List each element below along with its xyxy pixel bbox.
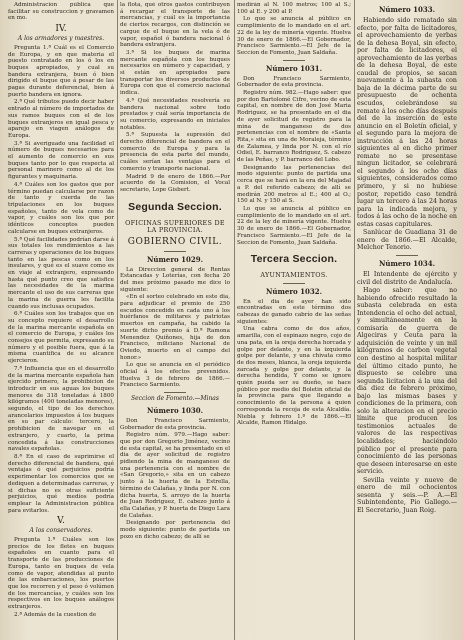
notice-number: Número 1033. [378,5,436,14]
column-rule [354,0,355,640]
notice-paragraph: Don Francisco Sarmiento, Gobernador de esta provincia. [237,75,351,89]
notice-paragraph: Registro núm. 982.—Hago saber: que por don Bartolomé Cifre, vecino de esta capital, en nombre de don José Maria Rodriguez, se ha presentado en el dia de ayer solicitud de registro para la mina de manganeso de dos pertenencias con el nombre de «Santa Rita,» sita en una de Moraleja, término de Zalamea, y linda por N. con el río Odiel, E. barranco Rodriguez, S. cabezo de las Peñas, y P. barranco del Lobo. [237,90,351,164]
signature-paragraph: Sevilla veinte y nueve de enero de mil ochocientos sesenta y seis.—P. A.—El Subintendente, Pio Gallego.—El Secretario, Juan Roig. [357,476,457,514]
office-heading: OFICINAS SUPERIORES DE LA PROVINCIA. [125,218,225,235]
notice-paragraph: Habiendo sido rematado sin efecto, por falta de licitadores, el aprovechamiento de yerbas de la dehesa Boyal, sin efecto, por falta de licitadores, el aprovechamiento de las yerbas de la dehesa Boyal, de este caudal de propios, se sacan nuevamente á la subasta con baja de la décima parte de su presupuesto de ochenta escudos, celebrándose su remate á los ocho días después del de la inserción de este anuncio en el Boletín oficial, y el segundo para la mejora de instrucción á las 24 horas siguientes al en dicho primer remate no se presentase ningun licitador, se celebrará el segundo á los ocho días siguientes, considerados como primero, y si no hubiese postor, repetido caso tendrá lugar un tercero á las 24 horas para la indicada mejora, y todos á las ocho de la noche en estas casas capitulares. [357,17,457,228]
section-heading-iv: IV. [55,24,67,35]
office-heading: AYUNTAMIENTOS. [260,271,328,280]
question-paragraph: 3.ª Si los buques de marina mercante española con los buques necesarios en número y capacidad, y si están en apropiados para transportar los diversos productos de Europa con que el comercio nacional indica. [120,49,230,97]
question-paragraph: 3.ª Si averiguado una facilidad el número de buques necesarios para el aumento de comercio en sus buques tanto por lo que respecta al personal marinero como al de los figurantes y maquinaria. [8,140,114,181]
notice-paragraph: Registro núm. 979.—Hago saber: que por don Gregorio Jiménez, vecino de esta capital, se ha presentado en el dia de ayer solicitud de registro pidiendo la mina de manganeso de una pertenencia con el nombre de «San Gregorio,» sita en un cabezo junto á la huerta de la Estrella, término de Calañas, y linda por N. con dicha huerta, S. arroyo de la huerta de Juan Rodriguez, E. cabezo junto á ella Calañas, y P. huerta de Diego Lara de Calañas. [120,432,230,519]
separator [164,251,186,252]
section-heading-v: V. [57,516,65,527]
column-3 [237,2,351,638]
notice-paragraph: En el dia de ayer han sido encontradas en este término dos cabezas de ganado cabrío de las señas siguientes: [237,298,351,325]
intro-paragraph: Administracion pública que facilitar su construccion y gravamen en mo. [8,2,114,22]
question-paragraph: Pregunta 1.ª Cuáles son los precios de los fletes en buques españoles en cuanto para el transporte de las producciones de Europa, tanto en buques de vela como de vapor, atendidas al punto de las embarcaciones, los puertos que los recorren y el peso ó volúmen de los mercancías, y cuáles son los respectivos en los buques análogos extranjeros. [8,537,114,611]
section-subtitle: A los conservadores. [29,527,93,535]
question-paragraph: la flota, qué otros gastos contribuyen á recargar el transporte de las mercancías, y cuál es la importancia de ciertos recargos, con distinción se cargue de el buque en la vela ó de vapor, español ó bandera nacional ó bandera extranjera. [120,2,230,49]
question-paragraph: 2.ª Además de la cuestion de [14,611,97,618]
notice-number: Número 1029. [146,254,204,264]
separator [283,283,305,284]
separator [164,392,186,393]
notice-number: Número 1034. [378,258,436,268]
notice-paragraph: medirán al N. 100 metros; 100 al S.; 100 al E. y 200 al P. [237,2,351,15]
question-paragraph: Pregunta 1.ª Cuál es el Comercio de Europa, y en que materia el puesto contratado en los ó los en buques apropiados, y cual su bandera extranjera, buen ó bien dirigido el buque que á pesar de las pagas durante deferencial, bien á puerto bandera en ignora. [8,44,114,98]
notice-paragraph: Lo que se anuncia en el periódico oficial á los efectos prevenidos. Huelva 3 de febrero de 1866.—Francisco Sarmiento. [120,362,230,389]
notice-paragraph: El Intendente de ejército y civil del distrito de Andalucía. [357,270,457,286]
question-paragraph: 6.ª Cuáles son los trabajos que en su concepto requiere el desarrollo de la marina mercante española en el comercio de Europa, y cuáles los consejos que permita, expresando su número y el posible fuera, que á la misma cuantifica de su alcance ejercieron. [8,311,114,365]
column-4 [357,2,457,638]
notice-number: Número 1030. [146,405,204,415]
office-subheading: GOBIERNO CIVIL. [127,236,223,247]
notice-paragraph: Don Francisco Sarmiento, Gobernador de esta provincia. [120,417,230,431]
notice-paragraph: Lo que se anuncia al público en cumplimiento de lo mandado en el art. 22 de la ley de minería vigente. Huelva 30 de enero de 1866.—El Gobernador, Francisco Sarmiento.—El Jefe de la Seccion de Fomento, Juan Saldaña. [237,16,351,56]
column-1 [8,2,114,638]
notice-number: Número 1031. [265,63,323,73]
section-title: Segunda Seccion. [128,200,222,213]
question-paragraph: 4.ª Qué necesidades resolvería su bandera nacional sobre todo prestados y cuál sería importancia de su comercio, expresando en iniciales notables. [120,97,230,131]
column-2 [120,2,230,638]
question-paragraph: 2.ª Qué tributos puedo decir haber entrado al número de importados de sus ramos buques con el de los buques extranjeros en igual pesca y aparejo en viagen análogos de Europa. [8,99,114,139]
question-paragraph: 8.ª En el caso de suprimirse el derecho diferencial de bandera, qué ventajas ó qué perjuicios podría experimentar los comercios que se dediquen a determinadas carreras, y si dichas no es otras suficiente perjuicios, qué medios podría emplear la Administracion pública para evitarlos. [8,454,114,514]
notice-number: Número 1032. [265,286,323,296]
section-title: Tercera Seccion. [250,253,338,266]
notice-paragraph: «En el sorteo celebrado en este dia, para adjudicar el premio de 250 escudos concedido en cada uno á los huérfanos de militares y patriotas muertos en campaña, ha cabido la suerte dicho premio á D.ª Ramona Menendez Quiñones, hija de don Francisco, miliciano Nacional de Oviedo, muerto en el campo del honor.» [120,294,230,361]
notice-paragraph: Designando las pertenencias del modo siguiente: punto de partida una cerca que se hará en la era del Majadal a P. del referido cabezo; de allí se medirán 200 metros al E.; 400 al O.; 150 al N. y 150 al S. [237,164,351,205]
question-paragraph: 5.ª Qué facilidades podrían darse á sus totales los rendimientos a las carreras y operaciones de los buques tanto en las pescas como en los insulares, y qué es el suave como es en viaje al extranjero, expresando hasta qué punto creo que satisfice las necesidades de la marina mercante el uso de sus carreras que la marina de guerra les facilita cuando sus inclusas ocupados. [8,236,114,310]
notice-paragraph: Hago saber: que no habiendo ofrecido resultado la subasta celebrada en esta Intendencia el ocho del actual, y simultáneamente en la comisaría de guerra de Algeciras y Ceuta para la adquisición de veinte y un mil kilógramos de carbon vegetal con destino al hospital militar del último citado punto, he dispuesto se celebre una segunda licitacion á la una del dia diez de febrero próximo, bajo las mismas bases y condiciones de la primera, con solo la alteracion en el precio límite que producen los testimonios actuales de valores de las respectivas localidades; haciéndolo público por el presente para conocimiento de las personas que deseen interesarse en este servicio. [357,287,457,476]
notice-paragraph: Una cabra como de dos años, amarilla, con el espinazo negro, cojo de una pata, en la oreja derecha horcada y golpe por delante, y en la izquierda golpe por delante, y una chivata como de dos meses, blanca, la oreja izquierda zarcada y golpe por delante, y la derecha hendida, Y como se ignore quién pueda ser su dueño, se hace público por medio del Boletin oficial de la provincia para que llegando a conocimiento de la persona á quien corresponda la recoja de esta Alcaldía. Niebla y febrero 1.º de 1866.—El Alcalde, Ramon Hidalgo. [237,326,351,427]
column-rule [234,0,235,640]
separator [283,60,305,61]
signature-paragraph: Sanlúcar de Guadiana 31 de enero de 1866.—El Alcalde, Melchor Tenorio. [357,229,457,252]
notice-paragraph: Designando por pertenencia del modo siguiente: punto de partida un pozo en dicho cabezo; de allí se [120,520,230,540]
question-paragraph: 4.ª Cuáles son los gastos que por término puedan calcularse por razon de tanto y cuerda de las tripulaciones en los buques españoles, tanto de vela como de vapor, y cuáles son los que por idénticos conceptos pueden calcularse en buques extranjeros. [8,181,114,235]
section-subtitle: A los armadores y maestres. [17,35,105,43]
notice-paragraph: Lo que se anuncia al público en cumplimiento de lo mandado en el art. 22 de la ley de minería vigente. Huelva 30 de enero de 1866.—El Gobernador, Francisco Sarmiento.—El Jefe de la Seccion de Fomento, Juan Saldaña. [237,205,351,246]
subsection-heading: Seccion de Fomento.—Minas [131,395,219,403]
question-paragraph: 5.ª Supuesta la supresión del derecho diferencial de bandera en el comercio de Europa y para la presencia de esta parte del mundo, cuáles serían las ventajas para el comercio y transporte nacional. [120,132,230,172]
separator [396,255,418,256]
column-rule [117,0,118,640]
question-paragraph: 7.ª Influencia que en el desarrollo de la marina mercante española han ejercido primero, la prohibicion de introducir en sus aguas los buques menores de 318 toneladas á 1800 kilógramos (400 toneladas menores), segundo, el tipo de los derechos arancelarios impuestos á los buques en su par cálculo: tercero, la prohibicion de navegar en el extranjero, y cuarto, la prima concedida á las construcciones navales españolas. [8,365,114,453]
notice-paragraph: La Direccion general de Rentas Estancadas y Loterías, con fecha 20 del mes próximo pasado me dice lo siguiente: [120,266,230,293]
signature-paragraph: Madrid 9 de enero de 1866.—Por acuerdo de la Comision, el Vocal secretario, Lope Gisbert. [120,173,230,193]
